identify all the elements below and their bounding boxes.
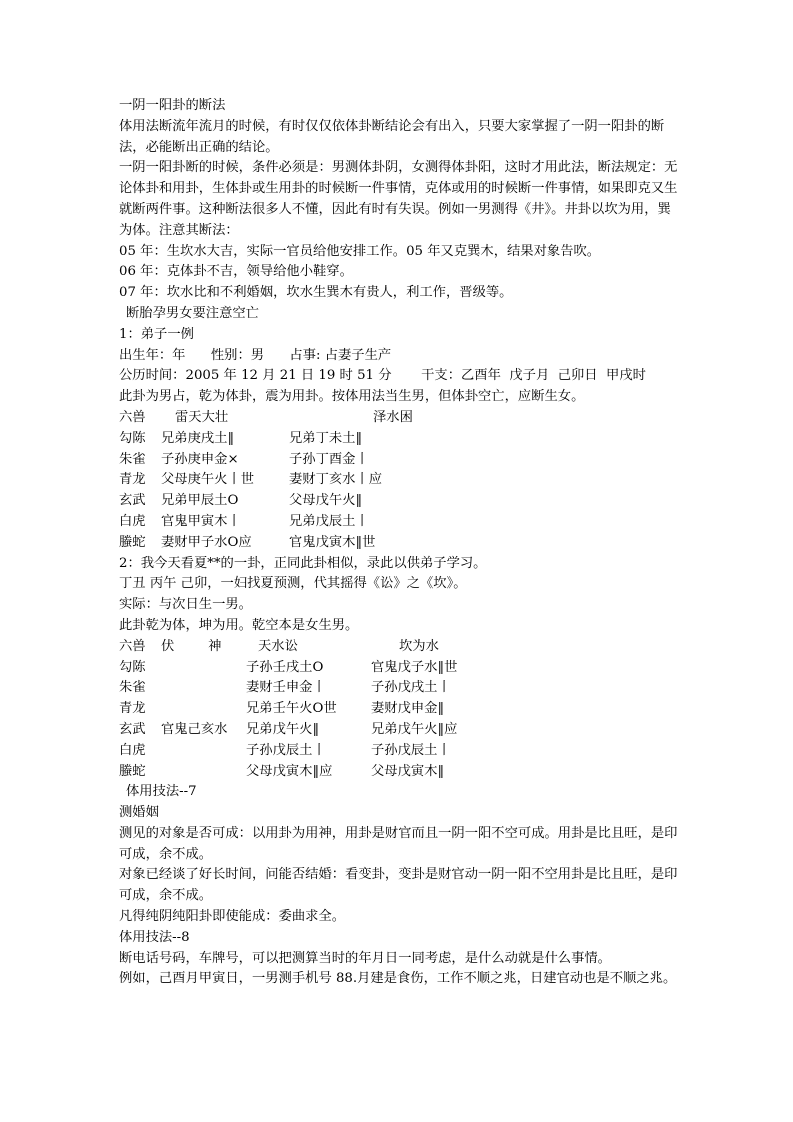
table-row	[119, 512, 679, 533]
table-row	[119, 450, 679, 471]
table-cell: 父母戊午火‖	[289, 493, 363, 509]
table-cell: 玄武	[119, 721, 146, 737]
table-cell: 玄武	[119, 493, 146, 509]
table-row	[119, 470, 679, 491]
paragraph: 断电话号码，车牌号，可以把测算当时的年月日一同考虑，是什么动就是什么事情。	[119, 950, 611, 966]
table-cell: 朱雀	[119, 451, 146, 467]
gua-table-header	[119, 408, 679, 429]
gua-table-header	[119, 637, 679, 658]
table-cell	[161, 741, 246, 762]
table-cell: 父母庚午火丨世	[161, 472, 255, 488]
table-cell: 妻财甲子水O应	[161, 534, 252, 550]
table-cell	[161, 762, 246, 783]
section-title: 体用技法--7	[126, 784, 197, 800]
table-cell: 青龙	[119, 472, 146, 488]
table-row	[119, 678, 679, 699]
table-cell: 兄弟壬午火O世	[246, 701, 337, 717]
table-cell: 六兽	[119, 638, 146, 654]
table-cell: 勾陈	[119, 659, 146, 675]
table-row	[119, 699, 679, 720]
example-title: 1：弟子一例	[119, 326, 194, 342]
table-cell: 螣蛇	[119, 534, 146, 550]
table-cell: 子孙戊戌土丨	[371, 680, 451, 696]
table-cell: 妻财戊申金‖	[371, 701, 445, 717]
table-cell: 青龙	[119, 701, 146, 717]
birth-info: 出生年：年 性别：男 占事: 占妻子生产	[119, 347, 392, 363]
example-title: 2：我今天看夏**的一卦，正同此卦相似，录此以供弟子学习。	[119, 555, 487, 571]
table-cell: 白虎	[119, 742, 146, 758]
table-row	[119, 533, 679, 554]
table-cell: 子孙丁酉金丨	[289, 451, 369, 467]
table-cell: 官鬼己亥水	[161, 721, 228, 737]
paragraph: 体用法断流年流月的时候，有时仅仅依体卦断结论会有出入，只要大家掌握了一阴一阳卦的断法，必能断出正确的结论。	[119, 118, 665, 155]
table-cell: 子孙戊辰土丨	[371, 742, 451, 758]
table-row	[119, 762, 679, 783]
table-cell: 泽水困	[373, 409, 413, 425]
table-row	[119, 741, 679, 762]
table-cell	[161, 678, 246, 699]
table-cell: 兄弟甲辰土O	[161, 493, 239, 509]
gua-table-2	[119, 637, 679, 783]
time-info: 公历时间：2005 年 12 月 21 日 19 时 51 分 干支：乙酉年 戊子月 己卯日 甲戌时	[119, 368, 646, 384]
table-cell: 妻财丁亥水丨应	[289, 472, 383, 488]
paragraph: 06 年：克体卦不吉，领导给他小鞋穿。	[119, 264, 353, 280]
table-row	[119, 429, 679, 450]
table-cell: 坎为水	[399, 638, 439, 654]
paragraph: 05 年：生坎水大吉，实际一官员给他安排工作。05 年又克巽木，结果对象告吹。	[119, 243, 601, 259]
paragraph: 例如，己酉月甲寅日，一男测手机号 88.月建是食伤，工作不顺之兆，日建官动也是不顺之兆。	[119, 971, 677, 987]
gua-table-1	[119, 408, 679, 554]
table-cell: 官鬼戊寅木‖世	[289, 534, 376, 550]
table-cell: 白虎	[119, 513, 146, 529]
table-cell: 六兽	[119, 409, 146, 425]
table-cell: 勾陈	[119, 430, 146, 446]
table-cell: 父母戊寅木‖应	[246, 763, 333, 779]
table-cell: 朱雀	[119, 680, 146, 696]
table-cell: 天水讼	[258, 638, 298, 654]
table-cell: 兄弟戊午火‖	[246, 721, 320, 737]
table-cell	[161, 658, 246, 679]
table-cell: 兄弟戊午火‖应	[371, 721, 458, 737]
table-cell: 官鬼戊子水‖世	[371, 659, 458, 675]
paragraph: 一阴一阳卦断的时候，条件必须是：男测体卦阴，女测得体卦阳，这时才用此法，断法规定：无论体卦和用卦，生体卦或生用卦的时候断一件事情，克体或用的时候断一件事情，如果即克又生就断两件事。这种断法很多人不懂，因此有时有失误。例如一男测得《井》。井卦以坎为用，巽为体。注意其断法：	[119, 160, 678, 238]
paragraph: 丁丑 丙午 己卯，一妇找夏预测，代其摇得《讼》之《坎》。	[119, 576, 467, 592]
paragraph: 07 年：坎水比和不利婚姻，坎水生巽木有贵人，利工作，晋级等。	[119, 285, 513, 301]
paragraph: 凡得纯阴纯阳卦即使能成：委曲求全。	[119, 909, 346, 925]
table-cell: 兄弟戊辰土丨	[289, 513, 369, 529]
paragraph: 此卦为男占，乾为体卦，震为用卦。按体用法当生男，但体卦空亡，应断生女。	[119, 389, 585, 405]
section-subtitle: 测婚姻	[119, 805, 159, 821]
table-cell: 螣蛇	[119, 763, 146, 779]
table-cell: 父母戊寅木‖	[371, 763, 445, 779]
table-cell	[161, 699, 246, 720]
table-row	[119, 658, 679, 679]
paragraph: 对象已经谈了好长时间，问能否结婚：看变卦，变卦是财官动一阴一阳不空用卦是比且旺，是印可成，余不成。	[119, 867, 678, 904]
table-row	[119, 720, 679, 741]
section-title: 断胎孕男女要注意空亡	[126, 305, 259, 321]
table-cell: 子孙庚申金×	[161, 451, 239, 467]
document-body	[119, 96, 679, 990]
table-cell: 子孙壬戌土O	[246, 659, 324, 675]
section-title: 一阴一阳卦的断法	[119, 98, 226, 113]
table-cell: 兄弟庚戌土‖	[161, 430, 235, 446]
table-row	[119, 491, 679, 512]
table-cell: 兄弟丁未土‖	[289, 430, 363, 446]
table-cell: 伏 神	[161, 638, 222, 654]
paragraph: 测见的对象是否可成：以用卦为用神，用卦是财官而且一阴一阳不空可成。用卦是比且旺，是印可成，余不成。	[119, 825, 678, 862]
paragraph: 实际：与次日生一男。	[119, 597, 252, 613]
table-cell: 子孙戊辰土丨	[246, 742, 326, 758]
paragraph: 此卦乾为体，坤为用。乾空本是女生男。	[119, 617, 359, 633]
table-cell: 妻财壬申金丨	[246, 680, 326, 696]
table-cell: 官鬼甲寅木丨	[161, 513, 241, 529]
section-title: 体用技法--8	[119, 929, 190, 945]
table-cell: 雷天大壮	[175, 409, 229, 425]
